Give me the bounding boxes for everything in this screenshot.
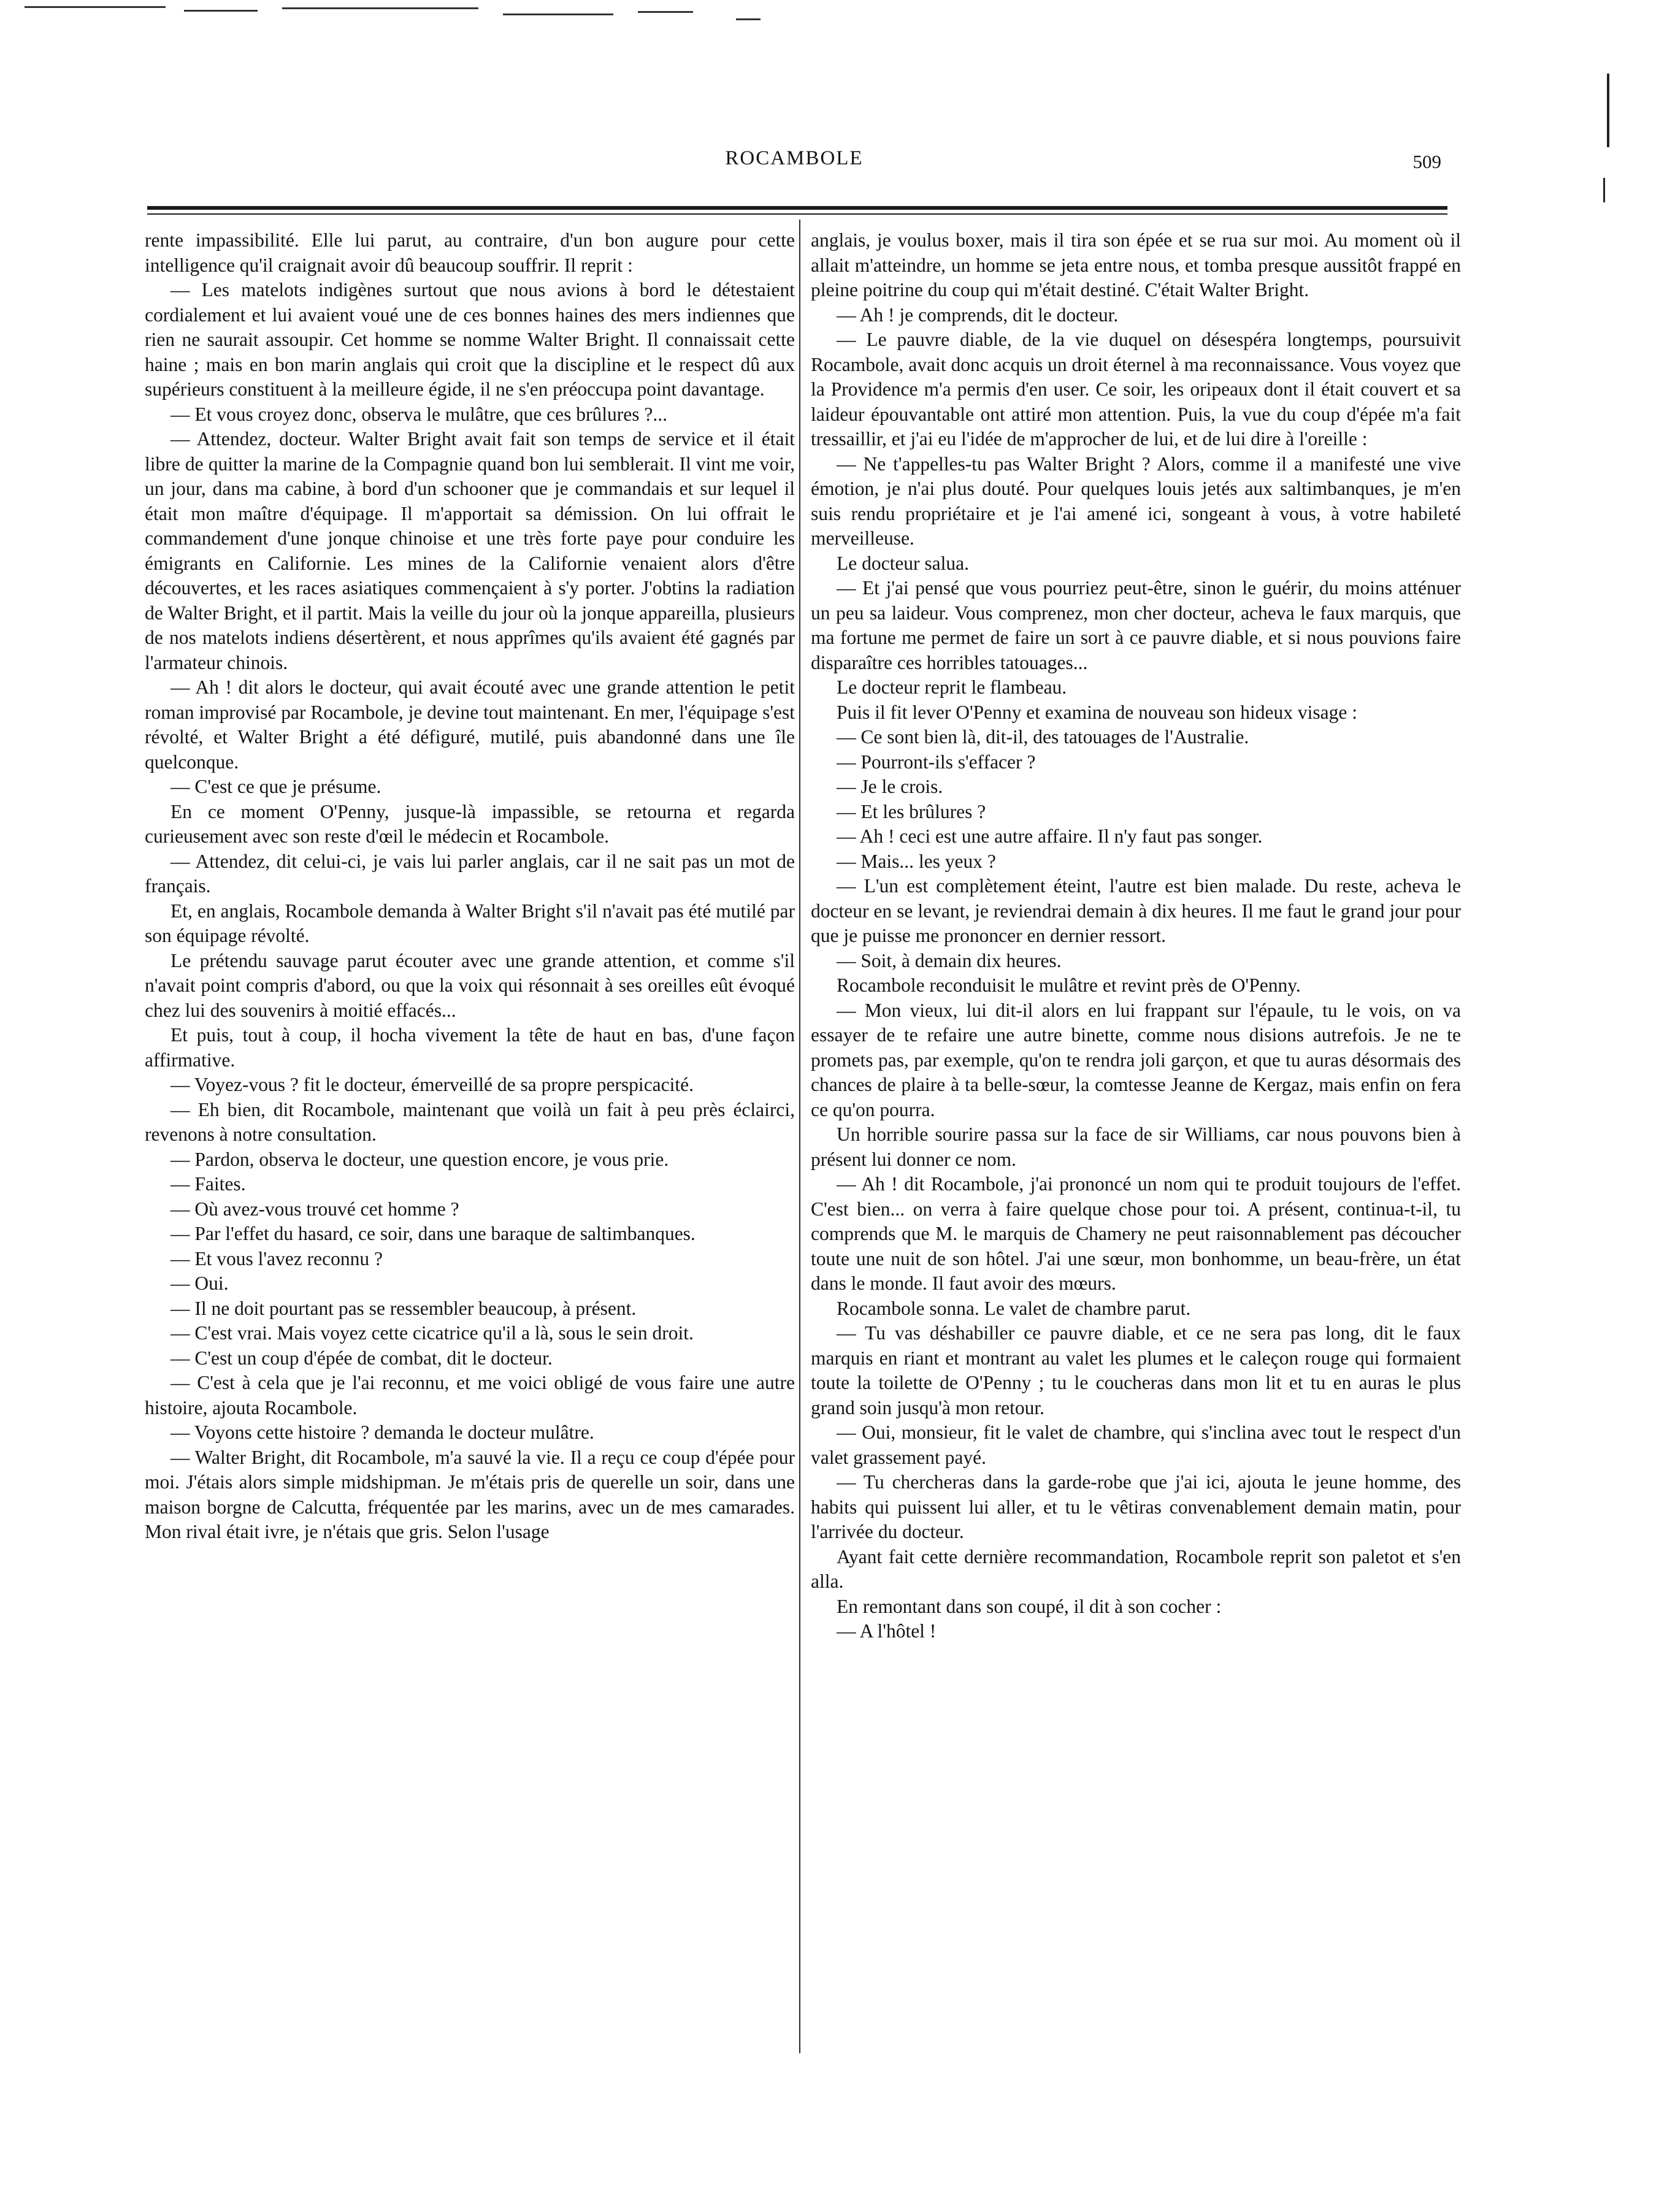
paragraph: — C'est ce que je présume. — [171, 776, 381, 797]
paragraph: — A l'hôtel ! — [837, 1620, 937, 1642]
paragraph: — Oui, monsieur, fit le valet de chambre, qui s'inclina avec tout le respect d'un valet grassement payé. — [811, 1422, 1461, 1468]
running-header — [147, 147, 1441, 184]
paragraph: — Et vous l'avez reconnu ? — [171, 1247, 383, 1269]
paragraph: — Oui. — [171, 1272, 229, 1294]
paragraph: — L'un est complètement éteint, l'autre est bien malade. Du reste, acheva le docteur en se levant, je reviendrai demain à dix heures. Il me faut le grand jour pour que je puisse me prononcer en dernier ressort. — [811, 875, 1461, 946]
paragraph: — Voyez-vous ? fit le docteur, émerveillé de sa propre perspicacité. — [171, 1074, 694, 1095]
paragraph: Rocambole sonna. Le valet de chambre parut. — [837, 1297, 1191, 1319]
paragraph: Le docteur reprit le flambeau. — [837, 676, 1067, 698]
paragraph: Rocambole reconduisit le mulâtre et revint près de O'Penny. — [837, 974, 1301, 996]
paragraph: En remontant dans son coupé, il dit à son cocher : — [837, 1595, 1222, 1617]
paragraph: — Mais... les yeux ? — [837, 850, 996, 872]
paragraph: — Par l'effet du hasard, ce soir, dans une baraque de saltimbanques. — [171, 1223, 696, 1244]
paragraph: — Tu vas déshabiller ce pauvre diable, et ce ne sera pas long, dit le faux marquis en riant et montrant au valet les plumes et le caleçon rouge qui formaient toute la toilette de O'Penny ; tu le coucheras dans mon lit et tu en auras le plus grand soin jusqu'à mon retour. — [811, 1322, 1461, 1418]
paragraph: — Et vous croyez donc, observa le mulâtre, que ces brûlures ?... — [171, 403, 667, 425]
paragraph: — Pardon, observa le docteur, une question encore, je vous prie. — [171, 1148, 669, 1170]
paragraph: — Mon vieux, lui dit-il alors en lui frappant sur l'épaule, tu le vois, on va essayer de te refaire une autre binette, comme nous disions autrefois. Je ne te promets pas, par exemple, qu'on te rendra joli garçon, et que tu auras désormais des chances de plaire à ta belle-sœur, la comtesse Jeanne de Kergaz, mais enfin on fera ce qu'on pourra. — [811, 999, 1461, 1120]
paragraph: Puis il fit lever O'Penny et examina de nouveau son hideux visage : — [837, 701, 1357, 723]
paragraph: — Voyons cette histoire ? demanda le docteur mulâtre. — [171, 1422, 594, 1443]
paragraph: — Les matelots indigènes surtout que nous avions à bord le détestaient cordialement et lui avaient voué une de ces bonnes haines des mers indiennes que rien ne saurait assoupir. Cet homme se nomme Walter Bright. Il connaissait cette haine ; mais en bon marin anglais qui croit que la discipline et le respect dû aux supérieurs constituent à la meilleure égide, il ne s'en préoccupa point davantage. — [145, 279, 795, 400]
paragraph: — Soit, à demain dix heures. — [837, 949, 1062, 971]
paragraph: — Ah ! dit Rocambole, j'ai prononcé un nom qui te produit toujours de l'effet. C'est bien... on verra à faire quelque chose pour toi. A présent, continua-t-il, tu comprends que M. le marquis de Chamery ne peut raisonnablement pas découcher toute une nuit de son hôtel. J'ai une sœur, mon bonhomme, un beau-frère, un état dans le monde. Il faut avoir des mœurs. — [811, 1173, 1461, 1294]
page-number: 509 — [1412, 151, 1441, 172]
scan-artifact-edge — [1607, 74, 1609, 147]
running-title: ROCAMBOLE — [725, 147, 864, 169]
paragraph: — C'est un coup d'épée de combat, dit le docteur. — [171, 1347, 553, 1369]
paragraph: — Où avez-vous trouvé cet homme ? — [171, 1198, 459, 1220]
paragraph: — C'est à cela que je l'ai reconnu, et me voici obligé de vous faire une autre histoire, ajouta Rocambole. — [145, 1372, 795, 1418]
right-column — [811, 228, 1461, 1644]
paragraph: — Il ne doit pourtant pas se ressembler beaucoup, à présent. — [171, 1297, 637, 1319]
paragraph: anglais, je voulus boxer, mais il tira son épée et se rua sur moi. Au moment où il allait m'atteindre, un homme se jeta entre nous, et tomba presque aussitôt frappé en pleine poitrine du coup qui m'était destiné. C'était Walter Bright. — [811, 229, 1461, 300]
paragraph: — Ne t'appelles-tu pas Walter Bright ? Alors, comme il a manifesté une vive émotion, je n'ai plus douté. Pour quelques louis jetés aux saltimbanques, je m'en suis rendu propriétaire et je l'ai amené ici, songeant à vous, à votre habileté merveilleuse. — [811, 453, 1461, 549]
paragraph: — Je le crois. — [837, 776, 943, 797]
paragraph: — Faites. — [171, 1173, 246, 1195]
paragraph: — Attendez, docteur. Walter Bright avait fait son temps de service et il était libre de quitter la marine de la Compagnie quand bon lui semblerait. Il vint me voir, un jour, dans ma cabine, à bord d'un schooner que je commandais et sur lequel il était mon maître d'équipage. Il m'apportait sa démission. On lui offrait le commandement d'une jonque chinoise et une très forte paye pour conduire les émigrants en Californie. Les mines de la Californie venaient alors d'être découvertes, et les races asiatiques commençaient à s'y porter. J'obtins la radiation de Walter Bright, et il partit. Mais la veille du jour où la jonque appareilla, plusieurs de nos matelots indiens désertèrent, et nous apprîmes qu'ils avaient été gagnés par l'armateur chinois. — [145, 428, 795, 673]
paragraph: — C'est vrai. Mais voyez cette cicatrice qu'il a là, sous le sein droit. — [171, 1322, 694, 1344]
header-rule-thin — [147, 213, 1447, 215]
paragraph: — Attendez, dit celui-ci, je vais lui parler anglais, car il ne sait pas un mot de français. — [145, 850, 795, 897]
paragraph: Le docteur salua. — [837, 552, 970, 574]
scan-artifact-top — [0, 0, 1667, 37]
column-divider — [799, 220, 800, 2053]
paragraph: — Ah ! je comprends, dit le docteur. — [837, 304, 1119, 326]
paragraph: — Et j'ai pensé que vous pourriez peut-être, sinon le guérir, du moins atténuer un peu sa laideur. Vous comprenez, mon cher docteur, acheva le faux marquis, que ma fortune me permet de faire un sort à ce pauvre diable, et si nous pouvions faire disparaître ces horribles tatouages... — [811, 577, 1461, 673]
paragraph: — Ah ! ceci est une autre affaire. Il n'y faut pas songer. — [837, 825, 1263, 847]
paragraph: — Tu chercheras dans la garde-robe que j'ai ici, ajouta le jeune homme, des habits qui puissent lui aller, et tu le vêtiras convenablement demain matin, pour l'arrivée du docteur. — [811, 1471, 1461, 1542]
header-rule — [147, 206, 1447, 210]
paragraph: — Ah ! dit alors le docteur, qui avait écouté avec une grande attention le petit roman improvisé par Rocambole, je devine tout maintenant. En mer, l'équipage s'est révolté, et Walter Bright a été défiguré, mutilé, puis abandonné dans une île quelconque. — [145, 676, 795, 773]
paragraph: — Et les brûlures ? — [837, 800, 986, 822]
paragraph: Et puis, tout à coup, il hocha vivement la tête de haut en bas, d'une façon affirmative. — [145, 1024, 795, 1071]
paragraph: — Ce sont bien là, dit-il, des tatouages de l'Australie. — [837, 726, 1249, 748]
paragraph: — Pourront-ils s'effacer ? — [837, 751, 1036, 773]
paragraph: En ce moment O'Penny, jusque-là impassible, se retourna et regarda curieusement avec son reste d'œil le médecin et Rocambole. — [145, 800, 795, 847]
left-column — [145, 228, 795, 1545]
paragraph: Et, en anglais, Rocambole demanda à Walter Bright s'il n'avait pas été mutilé par son équipage révolté. — [145, 900, 795, 946]
paragraph: — Walter Bright, dit Rocambole, m'a sauvé la vie. Il a reçu ce coup d'épée pour moi. J'étais alors simple midshipman. Je m'étais pris de querelle un soir, dans une maison borgne de Calcutta, fréquentée par les marins, avec un de mes camarades. Mon rival était ivre, je n'étais que gris. Selon l'usage — [145, 1446, 795, 1542]
paragraph: Ayant fait cette dernière recommandation, Rocambole reprit son paletot et s'en alla. — [811, 1545, 1461, 1592]
paragraph: Un horrible sourire passa sur la face de sir Williams, car nous pouvons bien à présent lui donner ce nom. — [811, 1123, 1461, 1170]
paragraph: — Le pauvre diable, de la vie duquel on désespéra longtemps, poursuivit Rocambole, avait donc acquis un droit éternel à ma reconnaissance. Vous voyez que la Providence m'a permis d'en user. Ce soir, les oripeaux dont il était couvert et sa laideur épouvantable ont attiré mon attention. Puis, la vue du coup d'épée m'a fait tressaillir, et j'ai eu l'idée de m'approcher de lui, et de lui dire à l'oreille : — [811, 329, 1461, 450]
scan-artifact-edge — [1603, 178, 1605, 202]
paragraph: rente impassibilité. Elle lui parut, au contraire, d'un bon augure pour cette intelligence qu'il craignait avoir dû beaucoup souffrir. Il reprit : — [145, 229, 795, 276]
paragraph: Le prétendu sauvage parut écouter avec une grande attention, et comme s'il n'avait point compris d'abord, ou que la voix qui résonnait à ses oreilles eût évoqué chez lui des souvenirs à moitié effacés... — [145, 949, 795, 1021]
paragraph: — Eh bien, dit Rocambole, maintenant que voilà un fait à peu près éclairci, revenons à notre consultation. — [145, 1098, 795, 1145]
